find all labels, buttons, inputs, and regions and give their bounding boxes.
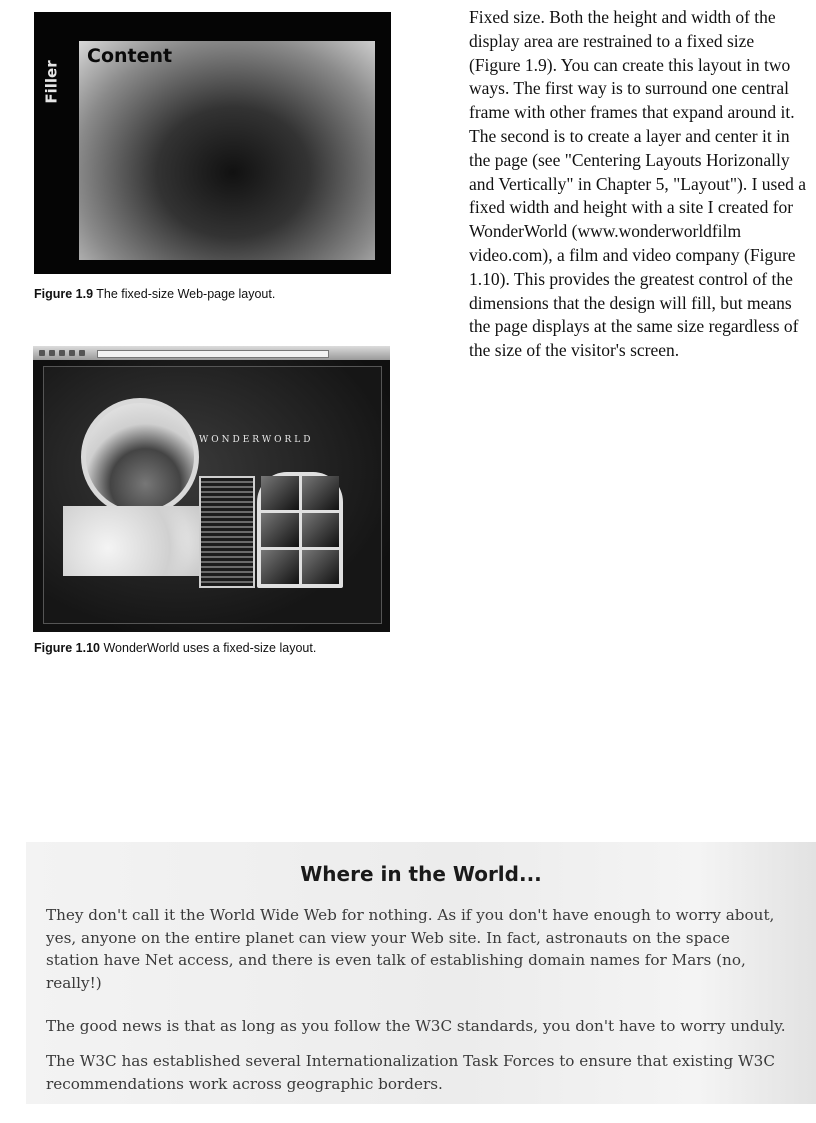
body-text-column: [469, 6, 809, 363]
cloud-graphic: [63, 506, 213, 576]
content-region: [79, 41, 375, 260]
toolbar-button-icon: [49, 350, 55, 356]
site-brand-name: WONDERWORLD: [199, 435, 314, 445]
content-label: Content: [87, 45, 173, 67]
sidebar-paragraph: The good news is that as long as you follow the W3C standards, you don't have to worry unduly.: [46, 1017, 786, 1035]
figure-1-9-caption: [34, 287, 275, 301]
photo-thumbnail: [261, 476, 299, 510]
filler-label: Filler: [43, 60, 61, 104]
globe-logo-image: [81, 398, 199, 516]
toolbar-button-icon: [79, 350, 85, 356]
photo-thumbnail: [261, 513, 299, 547]
caption-text: WonderWorld uses a fixed-size layout.: [100, 641, 317, 655]
body-paragraph: Fixed size. Both the height and width of the display area are restrained to a fixed size (Figure 1.9). You can create this layout in two ways. The first way is to surround one central frame with other frames that expand around it. The second is to create a layer and center it in the page (see "Centering Layouts Horizonally and Vertically" in Chapter 5, "Layout"). I used a fixed width and height with a site I created for WonderWorld (www.wonderworldfilm video.com), a film and video company (Figure 1.10). This provides the greatest control of the dimensions that the design will fill, but means the page displays at the same size regardless of the size of the visitor's screen.: [469, 7, 806, 361]
photo-thumbnail: [302, 476, 340, 510]
photo-thumbnail: [261, 550, 299, 584]
caption-text: The fixed-size Web-page layout.: [93, 287, 276, 301]
caption-figure-number: Figure 1.10: [34, 641, 100, 655]
toolbar-button-icon: [69, 350, 75, 356]
browser-toolbar: [33, 346, 390, 360]
sidebar-box: [26, 842, 816, 1104]
toolbar-button-icon: [39, 350, 45, 356]
sidebar-title: Where in the World...: [300, 862, 542, 886]
site-photo-grid: [257, 472, 343, 588]
address-bar: [97, 350, 329, 358]
site-text-column: [199, 476, 255, 588]
photo-thumbnail: [302, 513, 340, 547]
photo-thumbnail: [302, 550, 340, 584]
caption-figure-number: Figure 1.9: [34, 287, 94, 301]
figure-1-10-caption: [34, 641, 316, 655]
sidebar-paragraph: They don't call it the World Wide Web for nothing. As if you don't have enough to worry about, yes, anyone on the entire planet can view your Web site. In fact, astronauts on the space station have Net access, and there is even talk of establishing domain names for Mars (no, really!): [46, 906, 775, 992]
figure-1-9-image: [34, 12, 391, 274]
sidebar-paragraph: The W3C has established several Internationalization Task Forces to ensure that existing W3C recommendations work across geographic borders.: [46, 1052, 775, 1093]
figure-1-10-screenshot: [33, 346, 390, 632]
toolbar-button-icon: [59, 350, 65, 356]
filler-region: [40, 42, 64, 122]
